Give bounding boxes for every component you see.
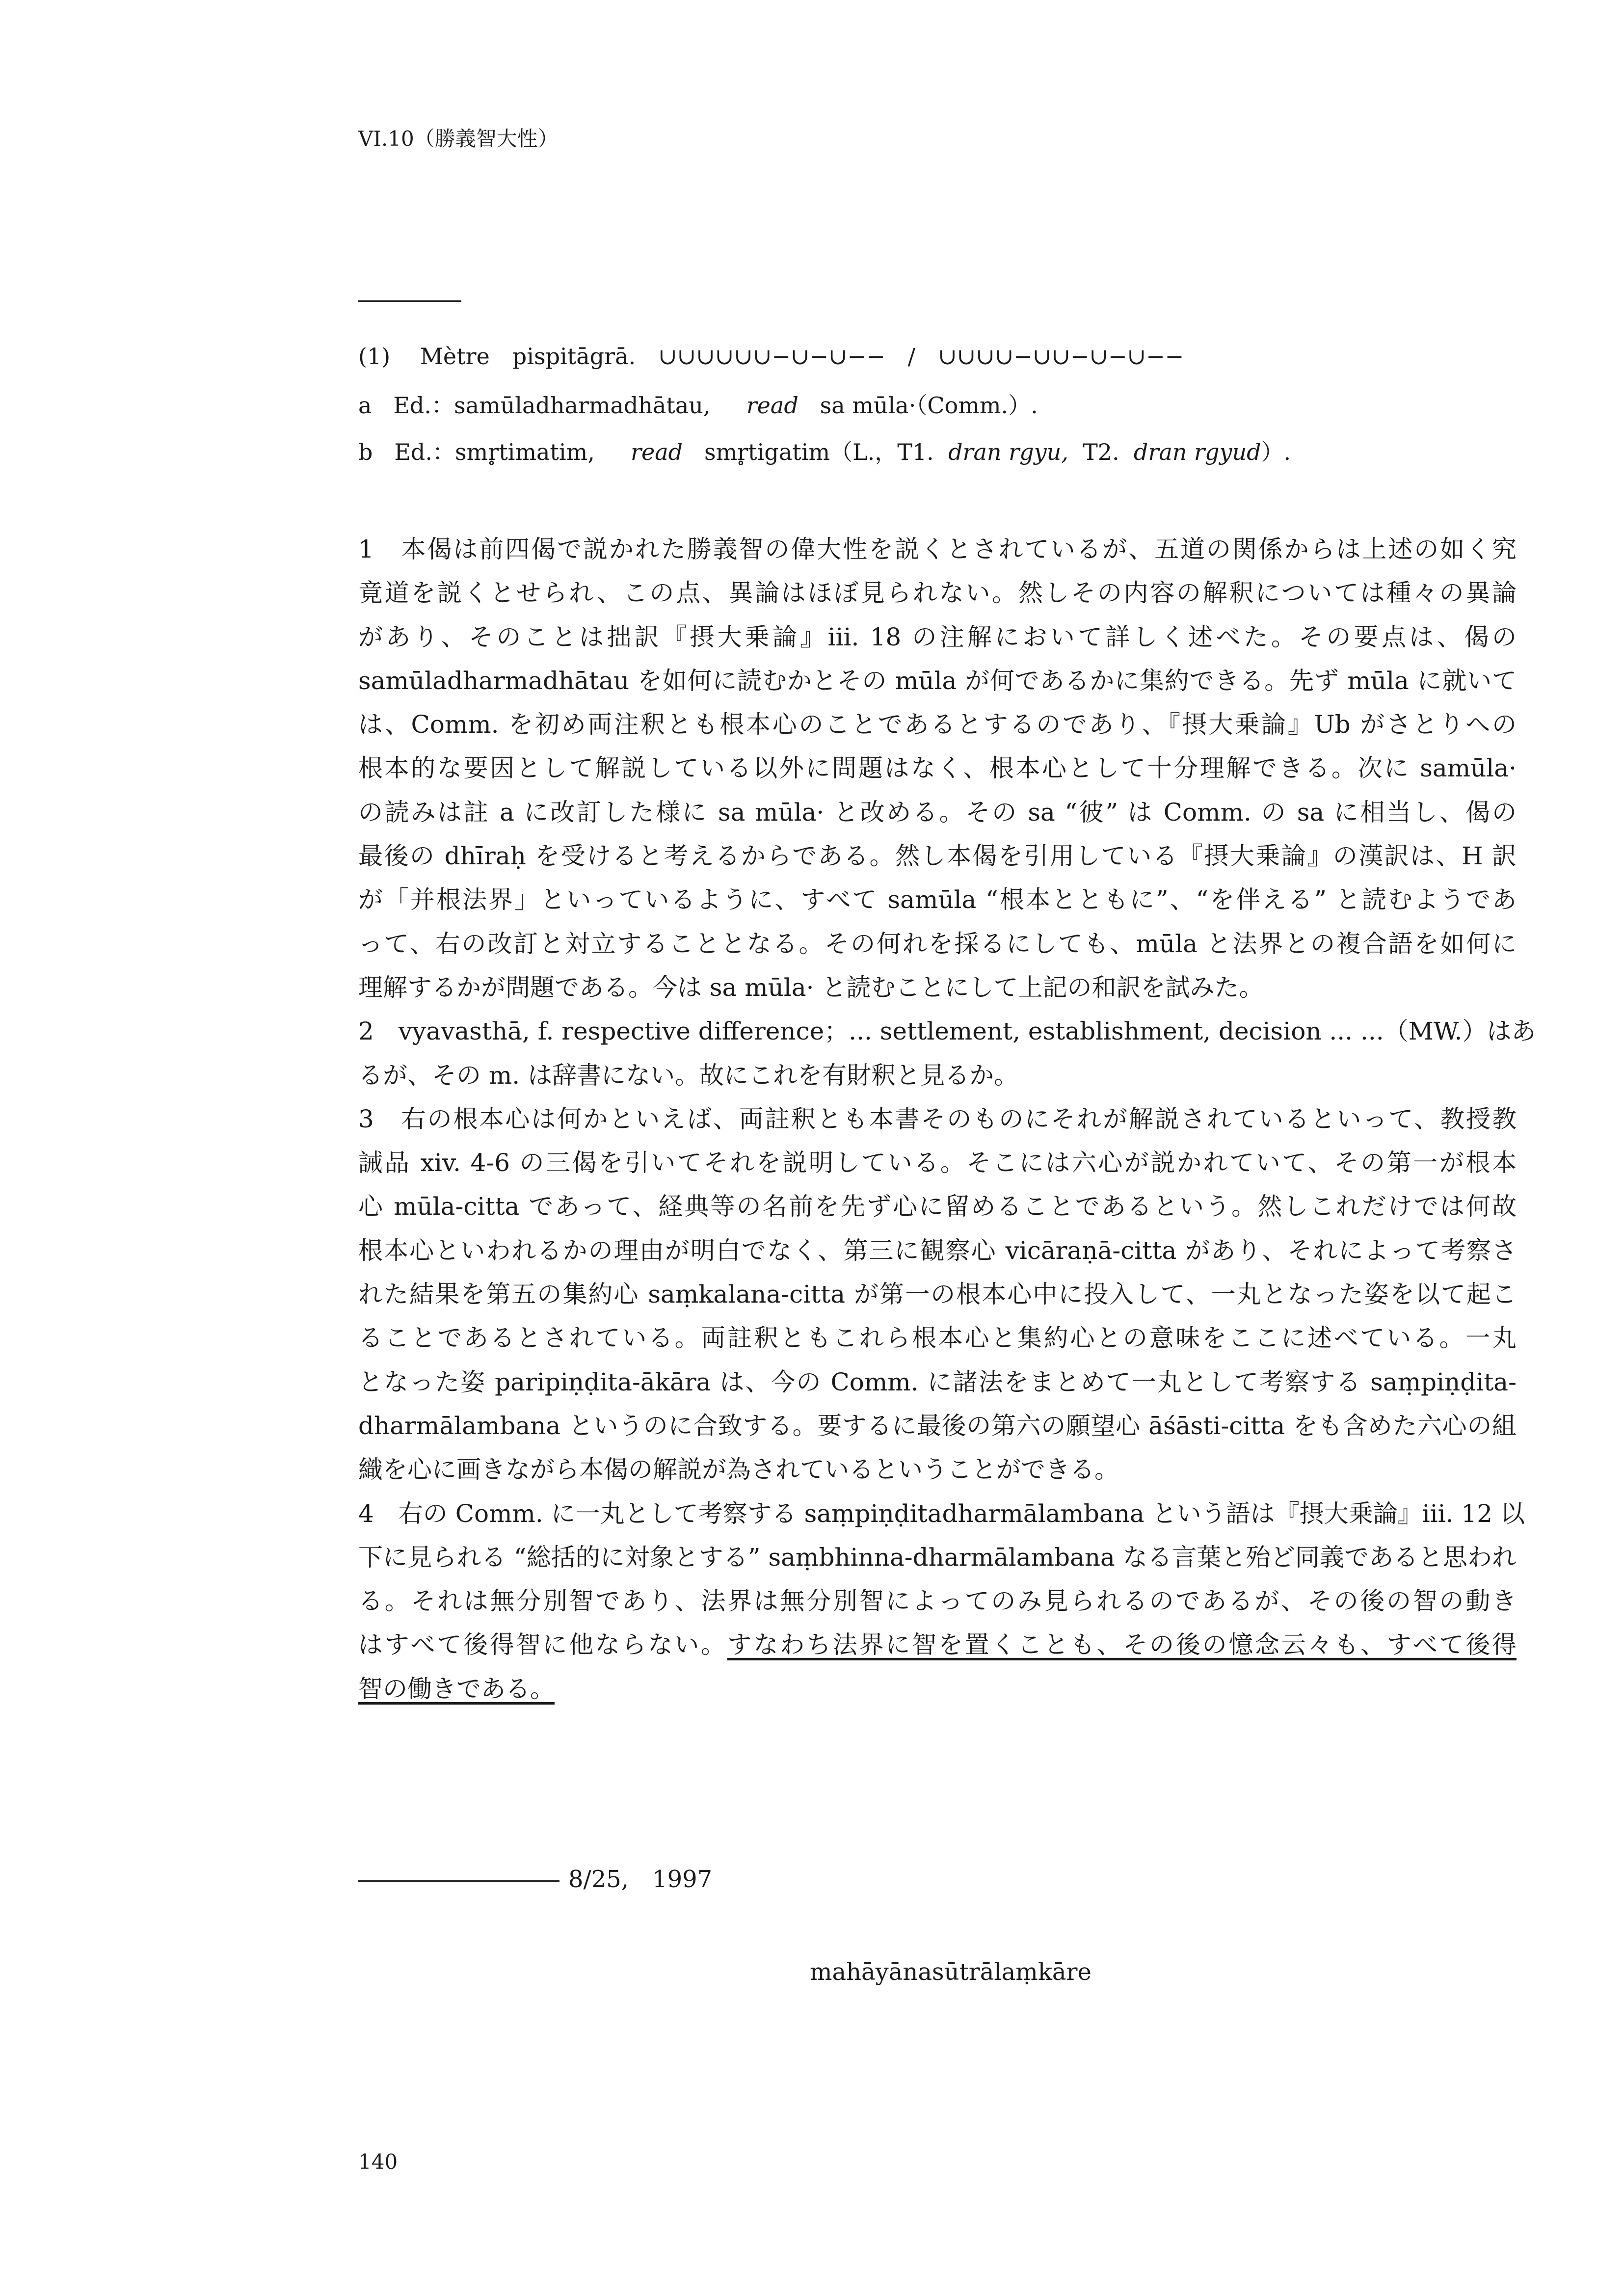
text-line: 最後の dhīraḥ を受けると考えるからである。然し本偈を引用している『摂大乗論』の漢訳は、H 訳 — [358, 842, 1517, 871]
note-a-reading: sa mūla·（Comm.）. — [820, 392, 1038, 419]
text-line: るが、その m. は辞書にない。故にこれを有財釈と見るか。 — [358, 1061, 1019, 1090]
note-b-mid: T2. — [1083, 439, 1119, 465]
underlined-text: すなわち法界に智を置くことも、その後の憶念云々も、すべて後得 — [727, 1630, 1517, 1659]
text-line: 根本的な要因として解説している以外に問題はなく、根本心として十分理解できる。次に samūla· — [358, 754, 1517, 783]
text-line: 誡品 xiv. 4-6 の三偈を引いてそれを説明している。そこには六心が説かれていて、その第一が根本 — [358, 1148, 1517, 1177]
note-b-end: ）. — [1261, 439, 1291, 465]
text-line: が「并根法界」といっているように、すべて samūla “根本とともに”、“を伴える” と読むようであ — [358, 885, 1517, 914]
page-number: 140 — [358, 2150, 398, 2174]
text-line: は、Comm. を初め両注釈とも根本心のことであるとするのであり、『摂大乗論』Ub がさとりへの — [358, 710, 1517, 739]
note-a-read: read — [746, 392, 799, 419]
note-b-label: b — [358, 439, 373, 465]
paragraph-1 — [358, 528, 1517, 1010]
note-a — [358, 388, 1038, 420]
note-b-read: read — [631, 439, 683, 465]
text-line: って、右の改訂と対立することとなる。その何れを採るにしても、mūla と法界との複合語を如何に — [358, 929, 1517, 958]
footer-title: mahāyānasūtrālaṃkāre — [810, 1958, 1092, 1986]
text-line: 心 mūla-citta であって、経典等の名前を先ず心に留めることであるという。然しこれだけでは何故 — [358, 1192, 1517, 1221]
note-b-reading-pre: smr̥tigatim（L.，T1. — [704, 439, 934, 465]
text-line: samūladharmadhātau を如何に読むかとその mūla が何であるかに集約できる。先ず mūla に就いて — [358, 666, 1517, 695]
paragraph-4 — [358, 1492, 1525, 1711]
commentary-body — [358, 528, 1536, 1711]
date-line — [358, 1860, 712, 1894]
text-line: 4 右の Comm. に一丸として考察する saṃpiṇḍitadharmālambana という語は『摂大乗論』iii. 12 以 — [358, 1499, 1525, 1528]
date: 8/25, 1997 — [568, 1866, 713, 1893]
underlined-text: 智の働きである。 — [358, 1674, 555, 1703]
footnote-separator — [358, 300, 461, 302]
meter-note: (1) Mètre pispitāgrā. ∪∪∪∪∪∪−∪−∪−− / ∪∪∪∪−∪∪−∪−∪−− — [358, 343, 1184, 370]
text-line: となった姿 paripiṇḍita-ākāra は、今の Comm. に諸法をまとめて一丸として考察する saṃpiṇḍita- — [358, 1367, 1517, 1396]
note-b-ed: Ed.：smr̥timatim, — [394, 439, 595, 465]
text-line: 理解するかが問題である。今は sa mūla· と読むことにして上記の和訳を試みた。 — [358, 973, 1264, 1002]
text-line: 3 右の根本心は何かといえば、両註釈とも本書そのものにそれが解説されているといって、教授教 — [358, 1104, 1517, 1133]
paragraph-3 — [358, 1097, 1517, 1492]
text-line: の読みは註 a に改訂した様に sa mūla· と改める。その sa “彼” は Comm. の sa に相当し、偈の — [358, 798, 1517, 827]
text-line: 織を心に画きながら本偈の解説が為されているということができる。 — [358, 1455, 1119, 1484]
text-line: 2 vyavasthā, f. respective difference；... settlement, establishment, decision ... ...（MW.）はあ — [358, 1017, 1536, 1046]
text-line: 根本心といわれるかの理由が明白でなく、第三に観察心 vicāraṇā-citta があり、それによって考察さ — [358, 1236, 1517, 1265]
text-plain: はすべて後得智に他ならない。 — [358, 1630, 727, 1659]
text-line: れた結果を第五の集約心 saṃkalana-citta が第一の根本心中に投入して、一丸となった姿を以て起こ — [358, 1280, 1517, 1309]
text-line: る。それは無分別智であり、法界は無分別智によってのみ見られるのであるが、その後の智の動き — [358, 1587, 1517, 1616]
text-line: 1 本偈は前四偈で説かれた勝義智の偉大性を説くとされているが、五道の関係からは上述の如く究 — [358, 535, 1517, 563]
text-line: ることであるとされている。両註釈ともこれら根本心と集約心との意味をここに述べている。一丸 — [358, 1324, 1517, 1353]
note-a-label: a — [358, 392, 372, 419]
note-b — [358, 434, 1291, 467]
text-line: dharmālambana というのに合致する。要するに最後の第六の願望心 āśāsti-citta をも含めた六心の組 — [358, 1411, 1517, 1440]
note-a-ed: Ed.：samūladharmadhātau, — [393, 392, 711, 419]
paragraph-2 — [358, 1010, 1536, 1097]
text-line: があり、そのことは拙訳『摂大乗論』iii. 18 の注解において詳しく述べた。その要点は、偈の — [358, 622, 1517, 651]
text-line: 下に見られる “総括的に対象とする” saṃbhinna-dharmālambana なる言葉と殆ど同義であると思われ — [358, 1543, 1517, 1572]
text-line — [358, 1667, 1517, 1711]
date-rule — [358, 1880, 559, 1882]
note-b-t1: dran rgyu, — [948, 439, 1068, 465]
running-header: VI.10（勝義智大性） — [358, 127, 559, 151]
text-line — [358, 1623, 1517, 1667]
note-b-t2: dran rgyud — [1133, 439, 1261, 465]
text-line: 竟道を説くとせられ、この点、異論はほぼ見られない。然しその内容の解釈については種々の異論 — [358, 579, 1517, 608]
